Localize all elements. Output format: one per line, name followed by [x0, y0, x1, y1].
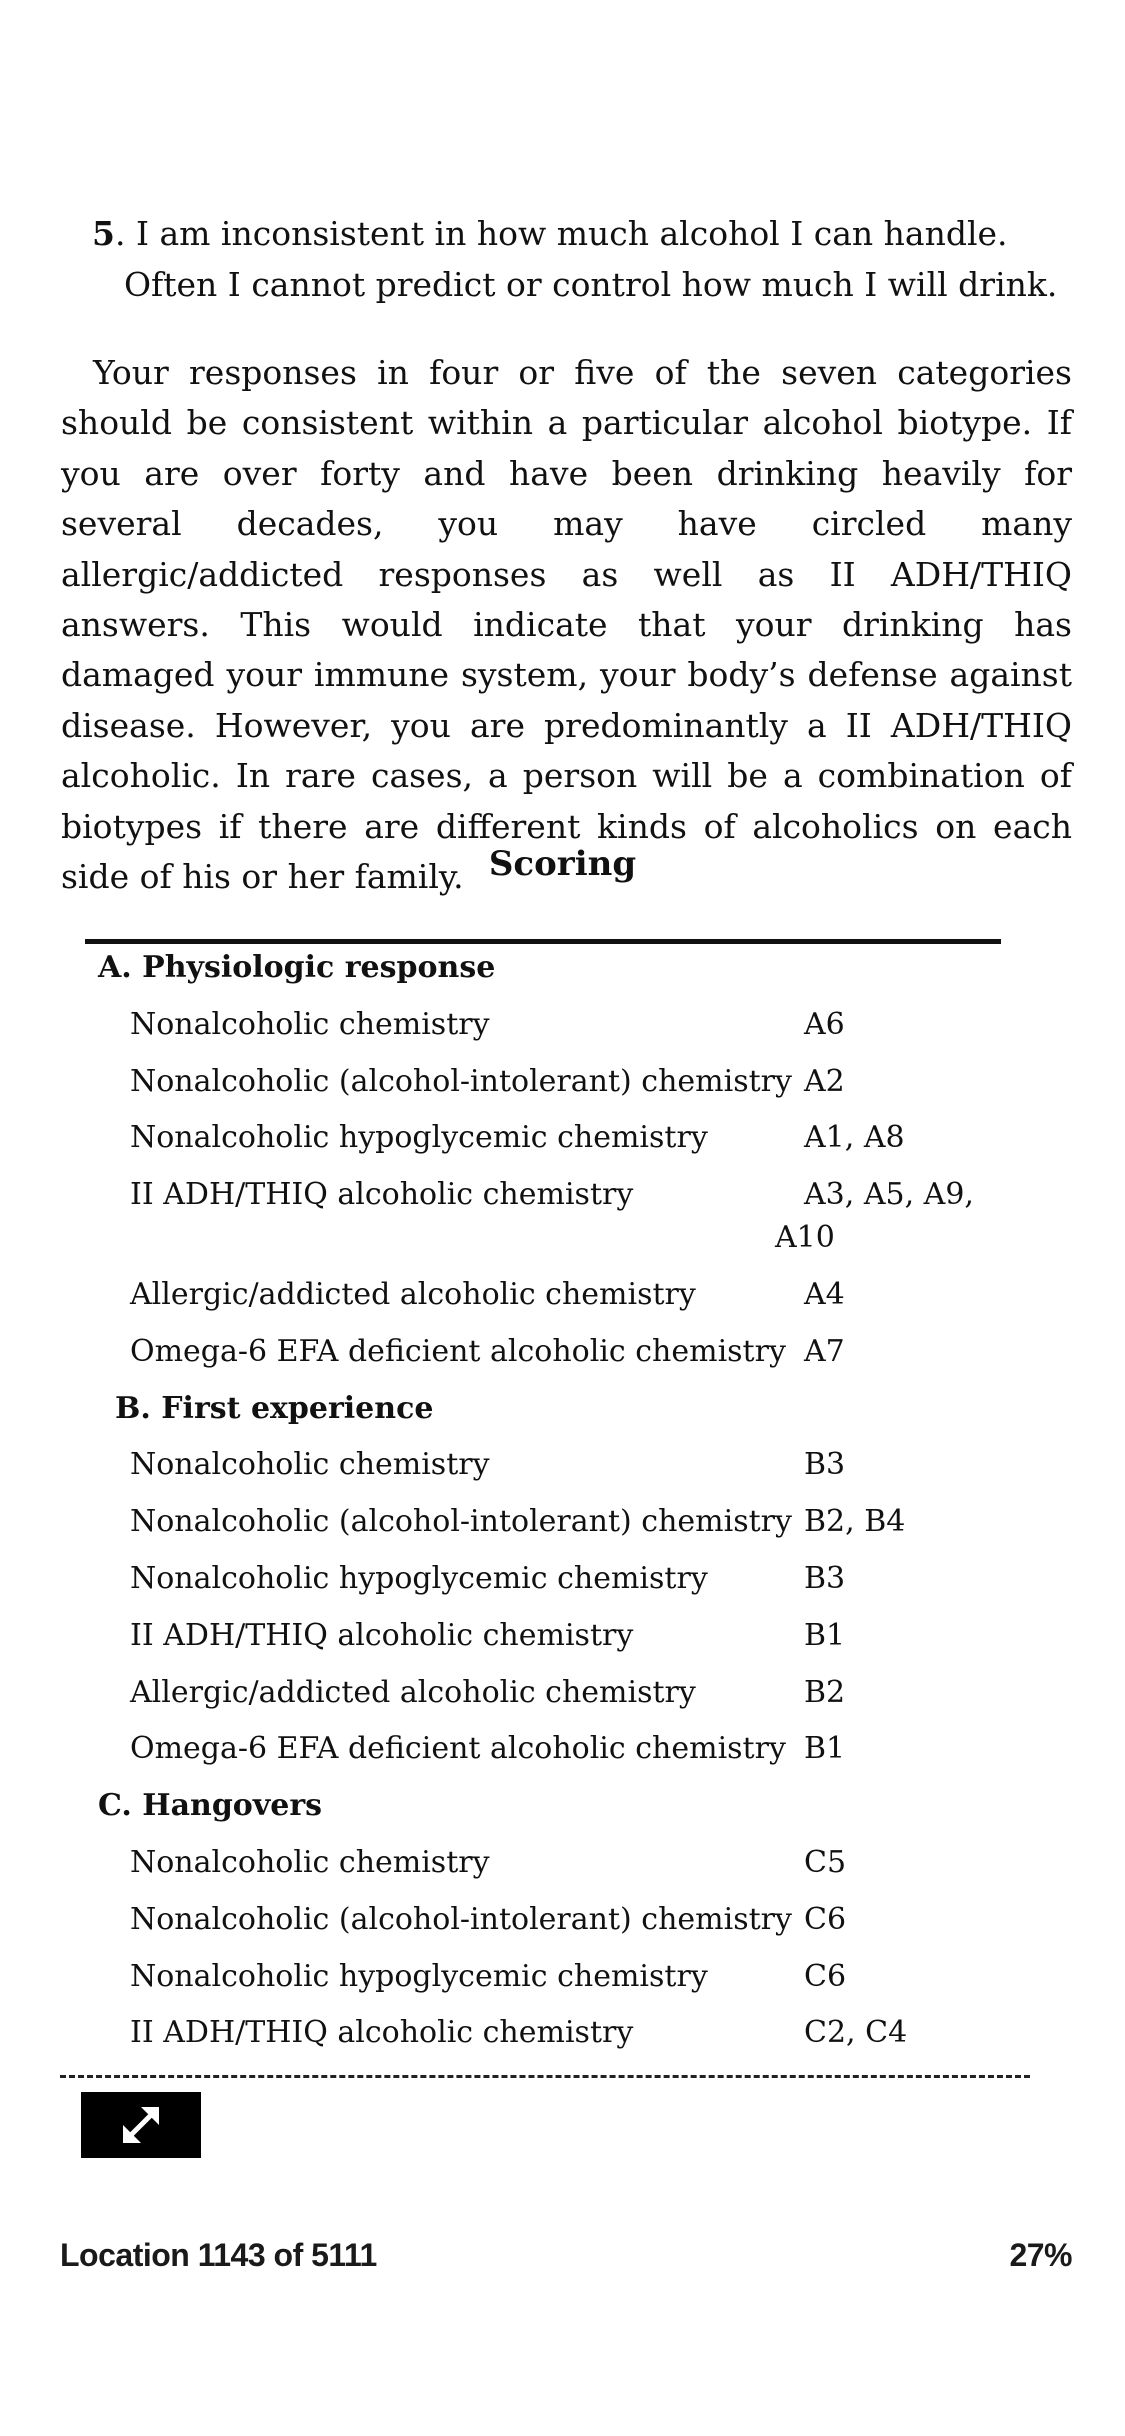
table-row [0, 1120, 1125, 1170]
row-answer-codes-continued: A10 [775, 1220, 835, 1256]
row-description: Nonalcoholic hypoglycemic chemistry [130, 1561, 708, 1596]
row-description: II ADH/THIQ alcoholic chemistry [130, 2015, 634, 2051]
row-answer-codes: B1 [804, 1731, 846, 1767]
row-answer-codes: A4 [804, 1277, 845, 1312]
table-row [0, 1064, 1125, 1114]
section-title: B. First experience [115, 1390, 434, 1426]
page-break-divider [60, 2075, 1030, 2078]
table-row [0, 1504, 1125, 1554]
row-description: Nonalcoholic chemistry [130, 1006, 490, 1042]
table-row [0, 1731, 1125, 1781]
row-answer-codes: A7 [804, 1333, 845, 1369]
table-row [0, 1902, 1125, 1952]
row-description: Allergic/addicted alcoholic chemistry [130, 1674, 696, 1710]
table-row [0, 1447, 1125, 1497]
table-row [0, 2015, 1125, 2065]
list-item-line-2: Often I cannot predict or control how much I will drink. [124, 265, 1058, 304]
row-answer-codes: A1, A8 [804, 1120, 905, 1156]
row-answer-codes: B3 [804, 1447, 846, 1483]
expand-arrows-icon [117, 2101, 165, 2149]
table-row [0, 1618, 1125, 1668]
list-item-line-1: . I am inconsistent in how much alcohol I can handle. [114, 214, 1008, 253]
reading-footer [60, 2237, 1072, 2287]
row-description: Nonalcoholic hypoglycemic chemistry [130, 1120, 708, 1156]
row-answer-codes: A3, A5, A9, [804, 1177, 974, 1213]
row-description: Omega-6 EFA deficient alcoholic chemistry [130, 1731, 786, 1767]
expand-button[interactable] [81, 2092, 201, 2158]
row-description: Nonalcoholic chemistry [130, 1845, 490, 1880]
table-top-rule [85, 939, 1001, 944]
table-row [0, 1277, 1125, 1327]
table-row [0, 1334, 1125, 1384]
row-answer-codes: A2 [804, 1063, 845, 1099]
table-row [0, 1845, 1125, 1895]
table-row [0, 1561, 1125, 1611]
section-title: A. Physiologic response [98, 950, 496, 985]
table-row [0, 1959, 1125, 2009]
row-description: II ADH/THIQ alcoholic chemistry [130, 1617, 634, 1653]
table-row [0, 1177, 1125, 1256]
row-description: Nonalcoholic (alcohol-intolerant) chemistry [130, 1504, 792, 1540]
row-description: Nonalcoholic (alcohol-intolerant) chemistry [130, 1901, 792, 1937]
section-title: C. Hangovers [98, 1788, 323, 1824]
row-answer-codes: C6 [804, 1901, 847, 1937]
row-answer-codes: B3 [804, 1561, 846, 1596]
row-answer-codes: B2, B4 [804, 1504, 906, 1540]
row-answer-codes: B1 [804, 1617, 846, 1653]
body-paragraph: Your responses in four or five of the seven categories should be consistent within a particular alcohol biotype. If you are over forty and have been drinking heavily for several decades, you may have circled many allergic/addicted responses as well as II ADH/THIQ answers. This would indicate that your drinking has damaged your immune system, your body’s defense against disease. However, you are predominantly a II ADH/THIQ alcoholic. In rare cases, a person will be a combination of biotypes if there are different kinds of alcoholics on each side of his or her family. [61, 353, 1072, 897]
row-answer-codes: A6 [804, 1006, 845, 1042]
row-description: Nonalcoholic chemistry [130, 1447, 490, 1483]
scoring-heading: Scoring [488, 844, 637, 884]
location-indicator: Location 1143 of 5111 [60, 2237, 377, 2273]
row-answer-codes: B2 [804, 1674, 846, 1710]
row-description: Nonalcoholic hypoglycemic chemistry [130, 1958, 708, 1994]
row-answer-codes: C2, C4 [804, 2015, 908, 2051]
row-description: Omega-6 EFA deficient alcoholic chemistry [130, 1333, 786, 1369]
row-answer-codes: C6 [804, 1958, 847, 1994]
row-description: Allergic/addicted alcoholic chemistry [130, 1277, 696, 1312]
row-answer-codes: C5 [804, 1845, 847, 1880]
table-row [0, 1675, 1125, 1725]
row-description: II ADH/THIQ alcoholic chemistry [130, 1177, 634, 1213]
reading-progress-percent: 27% [1009, 2237, 1072, 2273]
list-item-number: 5 [92, 214, 115, 253]
table-row [0, 1007, 1125, 1057]
list-item-5 [92, 208, 1072, 310]
row-description: Nonalcoholic (alcohol-intolerant) chemistry [130, 1063, 792, 1099]
